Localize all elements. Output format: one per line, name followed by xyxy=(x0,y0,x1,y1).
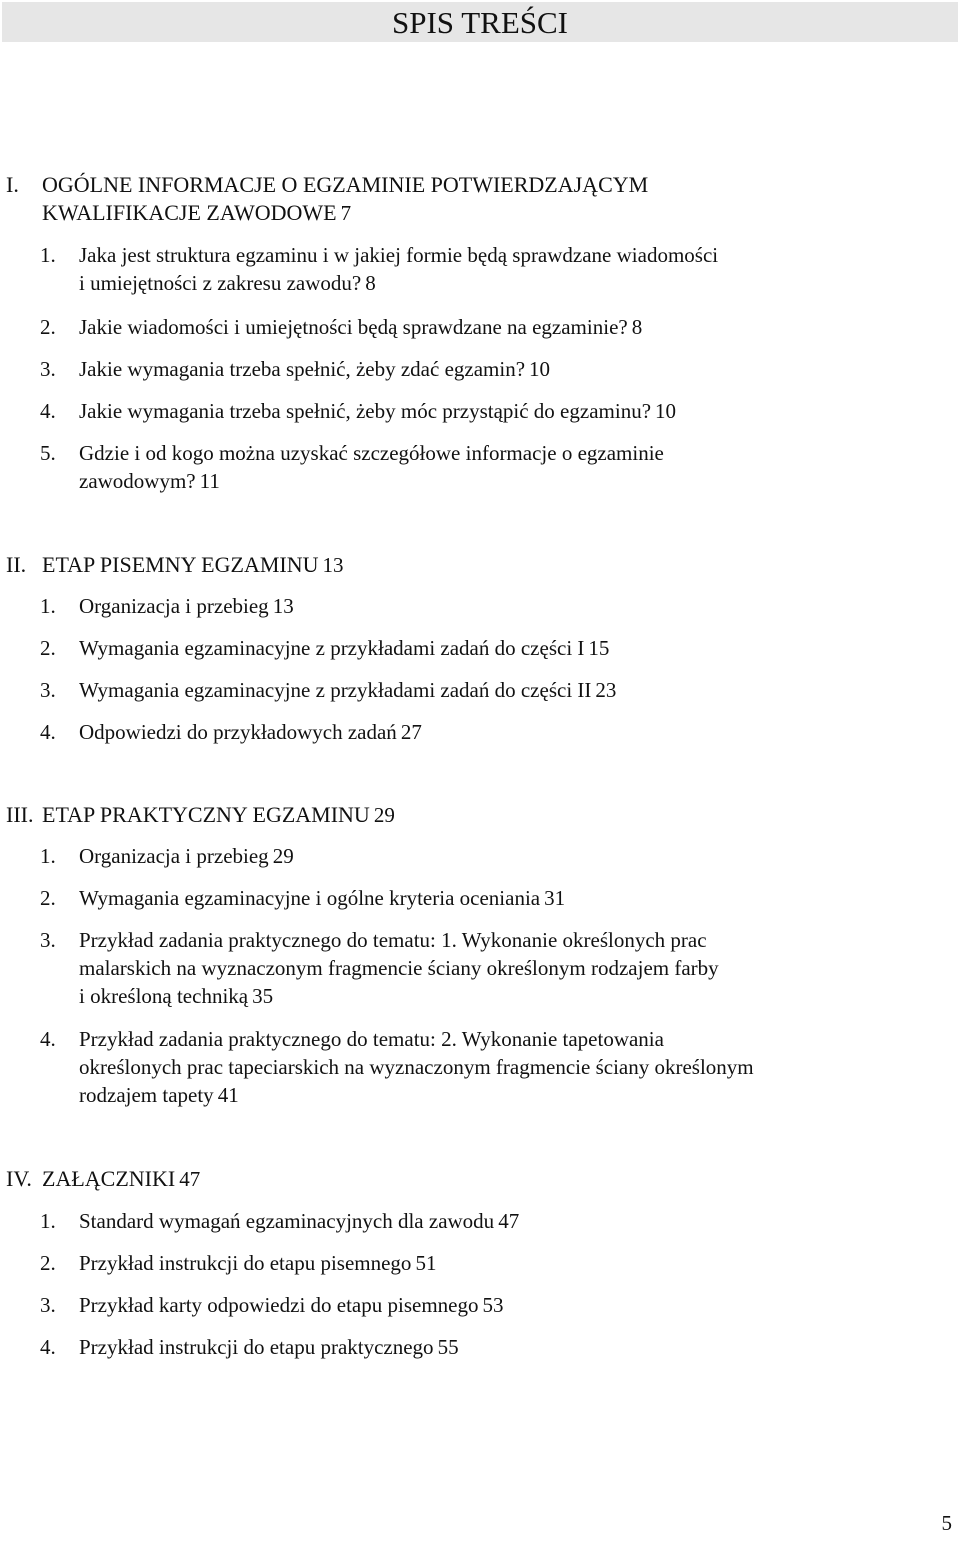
toc-page-number: 8 xyxy=(631,315,643,339)
toc-text: Jakie wymagania trzeba spełnić, żeby zdać egzamin? xyxy=(79,357,526,381)
toc-text: Odpowiedzi do przykładowych zadań xyxy=(79,720,397,744)
toc-line xyxy=(79,1024,664,1054)
toc-text: Przykład zadania praktycznego do tematu: 2. Wykonanie tapetowania xyxy=(79,1027,664,1051)
toc-page-number: 7 xyxy=(340,201,352,225)
toc-page-number: 15 xyxy=(588,636,610,660)
toc-text: ETAP PRAKTYCZNY EGZAMINU xyxy=(42,802,370,827)
toc-number: 4. xyxy=(40,1027,56,1051)
toc-text: malarskich na wyznaczonym fragmencie ściany określonym rodzajem farby xyxy=(79,956,719,980)
toc-number: 1. xyxy=(40,243,56,267)
toc-number: 2. xyxy=(40,886,56,910)
toc-page-number: 29 xyxy=(272,844,294,868)
toc-text: rodzajem tapety xyxy=(79,1083,214,1107)
toc-text: Przykład karty odpowiedzi do etapu pisemnego xyxy=(79,1293,479,1317)
toc-number: 5. xyxy=(40,441,56,465)
toc-text: Wymagania egzaminacyjne z przykładami zadań do części I xyxy=(79,636,585,660)
toc-text: Jaka jest struktura egzaminu i w jakiej formie będą sprawdzane wiadomości xyxy=(79,243,719,267)
toc-text: KWALIFIKACJE ZAWODOWE xyxy=(42,200,337,225)
toc-page-number: 8 xyxy=(365,271,376,295)
toc-number: IV. xyxy=(6,1166,32,1191)
toc-number: II. xyxy=(6,552,27,577)
toc-page-number: 35 xyxy=(252,984,274,1008)
toc-page-number: 29 xyxy=(373,803,395,827)
toc-page-number: 31 xyxy=(544,886,566,910)
toc-line xyxy=(79,1052,754,1082)
toc-line xyxy=(79,953,719,983)
toc-line xyxy=(79,925,707,955)
toc-number: 2. xyxy=(40,315,56,339)
toc-text: Organizacja i przebieg xyxy=(79,844,269,868)
toc-text: Wymagania egzaminacyjne i ogólne kryteria oceniania xyxy=(79,886,541,910)
toc-text: Wymagania egzaminacyjne z przykładami zadań do części II xyxy=(79,678,592,702)
toc-text: Jakie wymagania trzeba spełnić, żeby móc przystąpić do egzaminu? xyxy=(79,399,652,423)
toc-page-number: 10 xyxy=(655,399,677,423)
toc-page-number: 13 xyxy=(322,553,344,577)
toc-text: OGÓLNE INFORMACJE O EGZAMINIE POTWIERDZAJĄCYM xyxy=(42,172,649,197)
toc-number: 4. xyxy=(40,399,56,423)
toc-page-number: 47 xyxy=(498,1209,520,1233)
toc-number: 2. xyxy=(40,1251,56,1275)
toc-number: 1. xyxy=(40,844,56,868)
toc-text: i umiejętności z zakresu zawodu? xyxy=(79,271,362,295)
toc-number: 3. xyxy=(40,678,56,702)
toc-number: 1. xyxy=(40,594,56,618)
toc-text: i określoną techniką xyxy=(79,984,249,1008)
toc-page-number: 51 xyxy=(415,1251,437,1275)
toc-number: III. xyxy=(6,802,34,827)
toc-page-number: 53 xyxy=(482,1293,504,1317)
page-title: SPIS TREŚCI xyxy=(2,2,958,42)
toc-number: 4. xyxy=(40,1335,56,1359)
toc-number: 1. xyxy=(40,1209,56,1233)
toc-text: Przykład instrukcji do etapu pisemnego xyxy=(79,1251,412,1275)
page-number: 5 xyxy=(941,1511,952,1535)
toc-page-number: 55 xyxy=(437,1335,459,1359)
toc-text: Przykład zadania praktycznego do tematu: 1. Wykonanie określonych prac xyxy=(79,928,707,952)
toc-page-number: 23 xyxy=(595,678,617,702)
toc-text: Standard wymagań egzaminacyjnych dla zawodu xyxy=(79,1209,495,1233)
toc-number: 2. xyxy=(40,636,56,660)
toc-number: 3. xyxy=(40,357,56,381)
toc-line xyxy=(79,438,664,468)
toc-text: Przykład instrukcji do etapu praktycznego xyxy=(79,1335,434,1359)
toc-number: 4. xyxy=(40,720,56,744)
toc-number: 3. xyxy=(40,1293,56,1317)
toc-page-number: 41 xyxy=(217,1083,239,1107)
toc-text: Gdzie i od kogo można uzyskać szczegółowe informacje o egzaminie xyxy=(79,441,664,465)
toc-page-number: 47 xyxy=(179,1167,201,1191)
toc-line xyxy=(79,240,718,270)
toc-text: ZAŁĄCZNIKI xyxy=(42,1166,176,1191)
toc-line xyxy=(42,170,648,200)
toc-text: Jakie wiadomości i umiejętności będą sprawdzane na egzaminie? xyxy=(79,315,628,339)
toc-number: 3. xyxy=(40,928,56,952)
toc-text: ETAP PISEMNY EGZAMINU xyxy=(42,552,319,577)
toc-text: zawodowym? xyxy=(79,469,196,493)
toc-page-number: 13 xyxy=(272,594,294,618)
toc-page-number: 11 xyxy=(199,469,220,493)
toc-text: określonych prac tapeciarskich na wyznaczonym fragmencie ściany określonym xyxy=(79,1055,754,1079)
toc-text: Organizacja i przebieg xyxy=(79,594,269,618)
toc-page-number: 10 xyxy=(529,357,551,381)
toc-page-number: 27 xyxy=(400,720,422,744)
toc-number: I. xyxy=(6,172,19,197)
